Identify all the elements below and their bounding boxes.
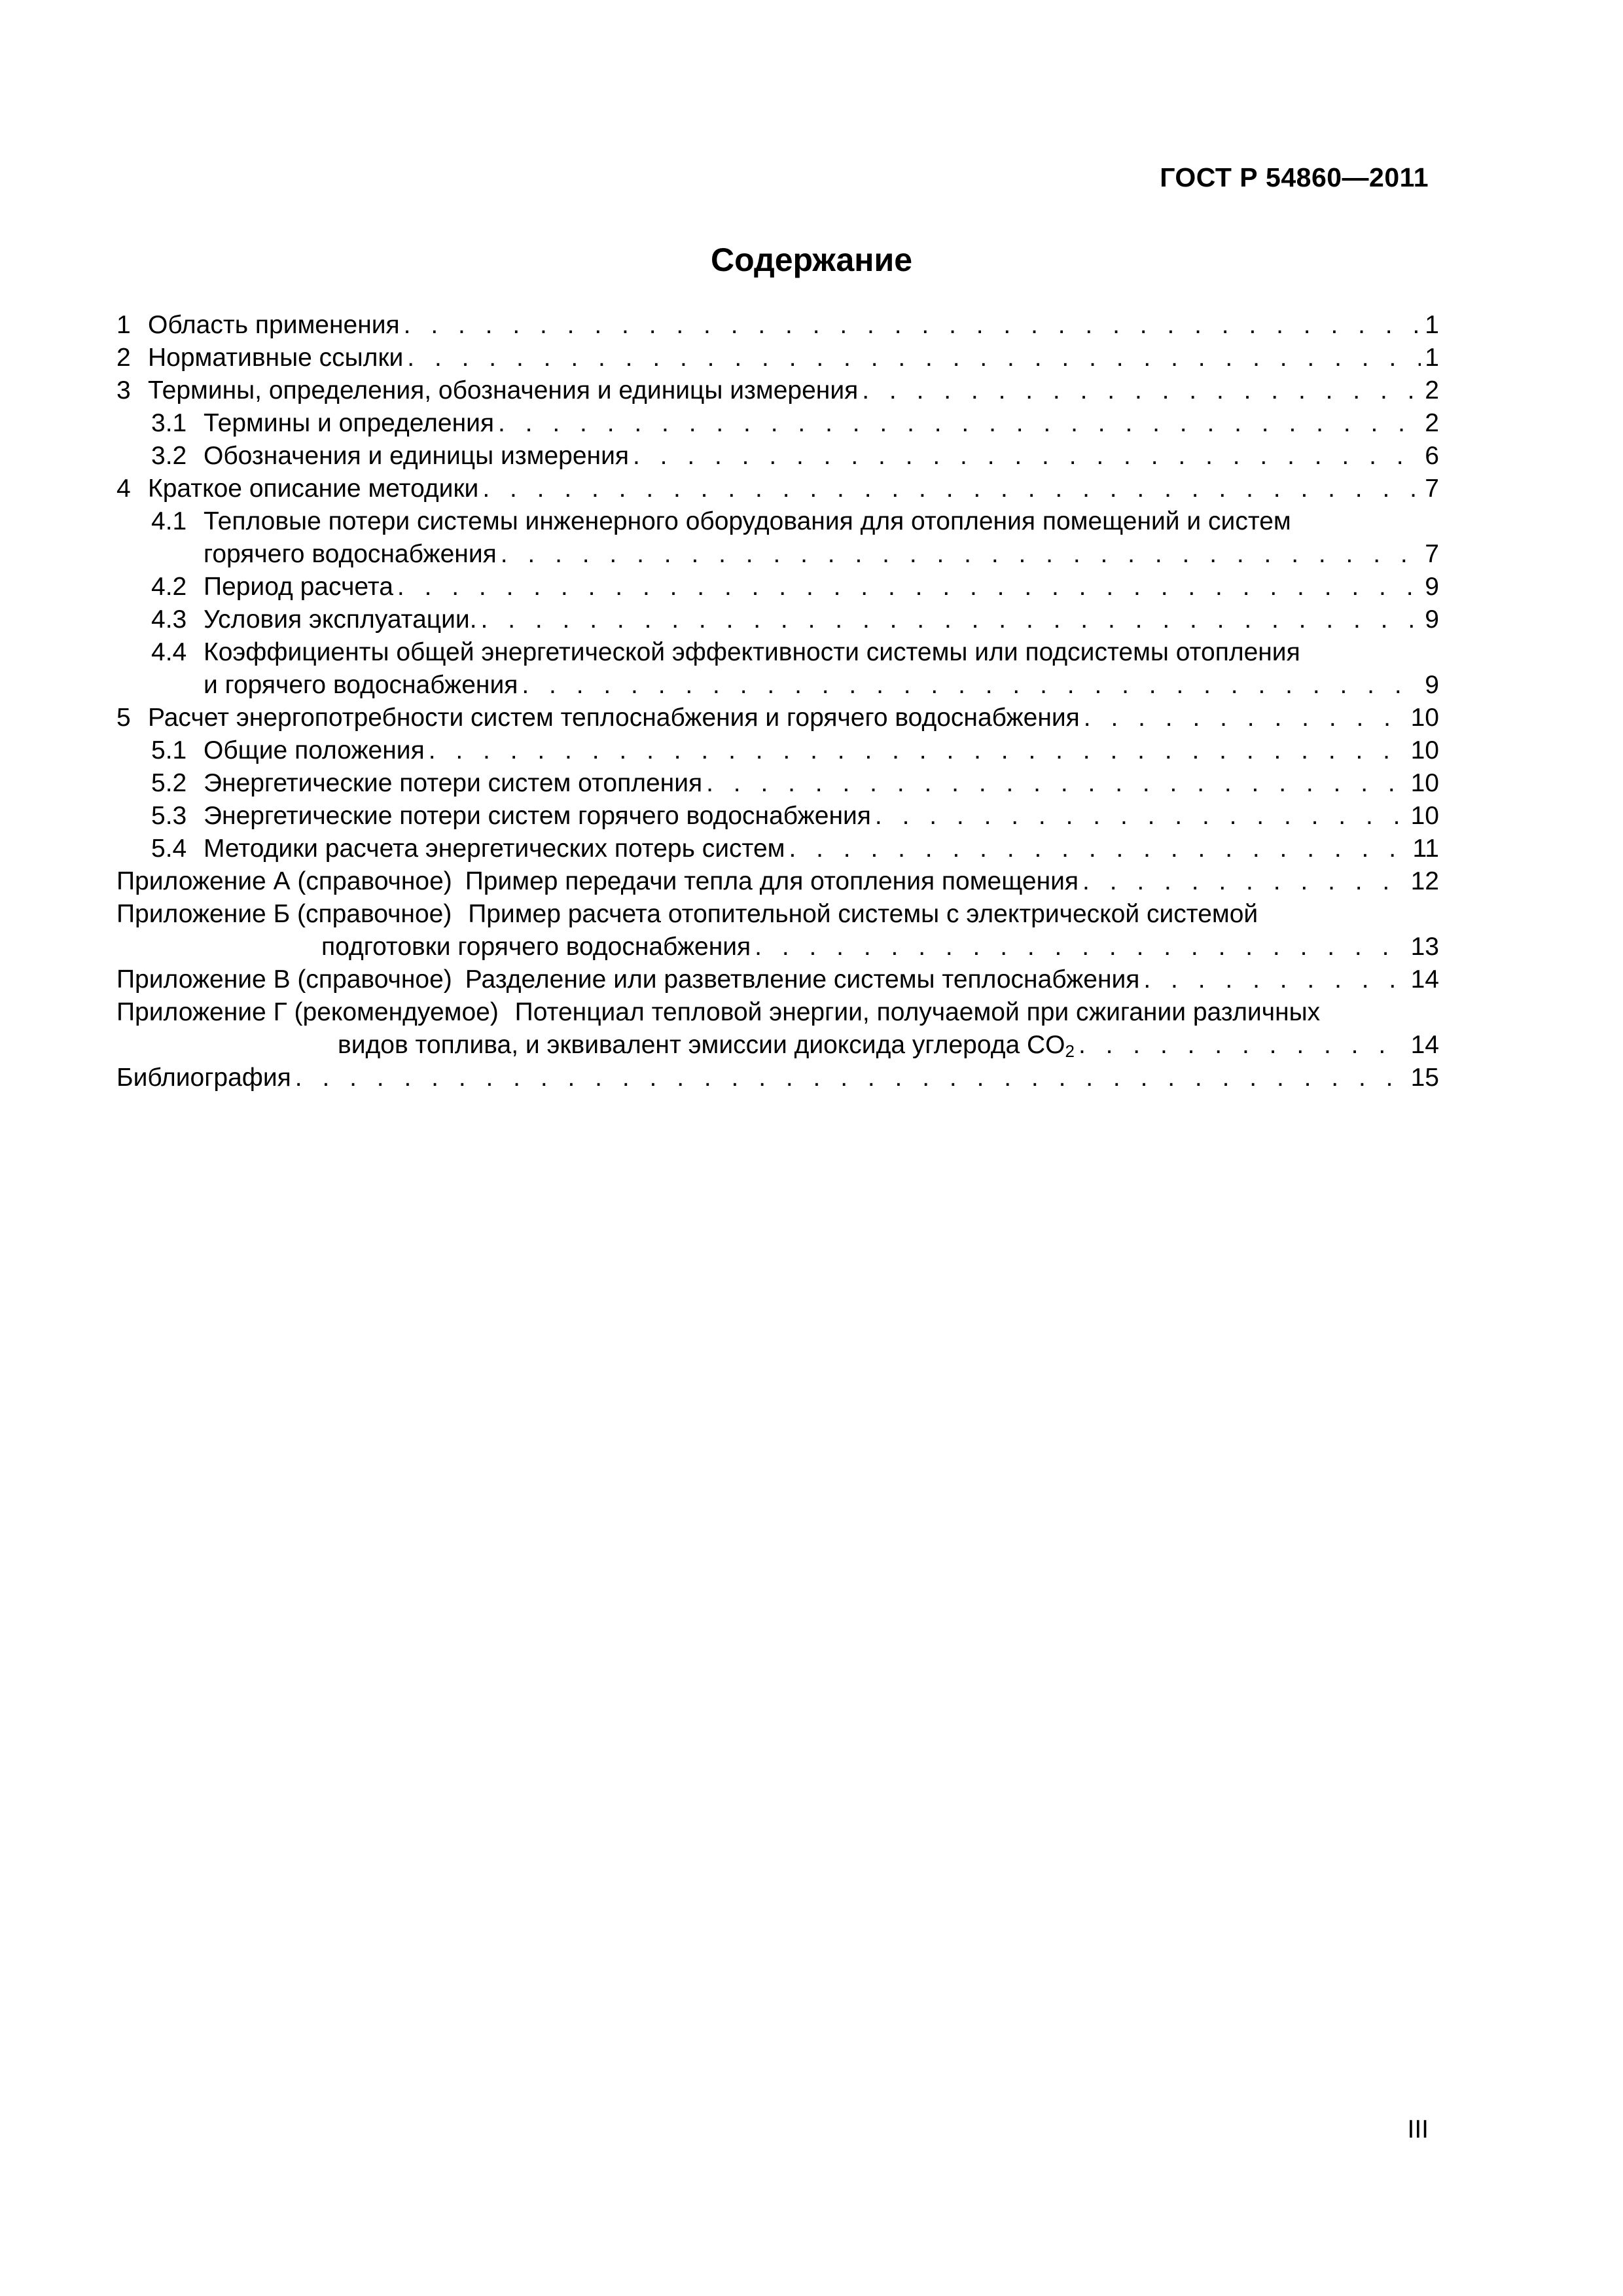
toc-entry-1[interactable] xyxy=(116,309,1439,342)
toc-entry-4-1-line1[interactable] xyxy=(116,505,1439,538)
toc-entry-number: 4.2 xyxy=(151,573,187,601)
toc-entry-number: 5.2 xyxy=(151,769,187,797)
toc-entry-page: 9 xyxy=(1425,573,1439,601)
dot-leader xyxy=(397,571,1421,603)
toc-entry-page: 10 xyxy=(1410,802,1439,830)
toc-entry-title-cont xyxy=(338,1029,1075,1062)
dot-leader xyxy=(482,473,1421,505)
toc-entry-title: Коэффициенты общей энергетической эффективности системы или подсистемы отопления xyxy=(204,638,1300,666)
toc-entry-title: Термины, определения, обозначения и единицы измерения xyxy=(148,376,859,404)
toc-entry-title-text: видов топлива, и эквивалент эмиссии диоксида углерода CO xyxy=(338,1031,1065,1059)
toc-entry-appendix-g-line2[interactable] xyxy=(116,1029,1439,1062)
toc-entry-appendix-b-line1[interactable] xyxy=(116,898,1439,931)
toc-entry-page: 14 xyxy=(1410,965,1439,994)
dot-leader xyxy=(706,767,1406,800)
toc-entry-title: Энергетические потери систем отопления xyxy=(204,769,703,797)
dot-leader xyxy=(429,734,1407,767)
toc-entry-4-4-line1[interactable] xyxy=(116,636,1439,669)
toc-entry-5-3[interactable] xyxy=(116,800,1439,833)
toc-entry-4-1-line2[interactable] xyxy=(116,538,1439,571)
toc-entry-title: Обозначения и единицы измерения xyxy=(204,442,629,470)
dot-leader xyxy=(1084,702,1407,734)
dot-leader xyxy=(1082,865,1407,898)
toc-entry-5[interactable] xyxy=(116,702,1439,734)
toc-entry-title: Расчет энергопотребности систем теплоснабжения и горячего водоснабжения xyxy=(148,704,1080,732)
toc-entry-page: 11 xyxy=(1412,834,1439,863)
appendix-prefix: Приложение В (справочное) xyxy=(116,965,452,994)
toc-entry-title: Потенциал тепловой энергии, получаемой при сжигании различных xyxy=(514,998,1321,1026)
toc-entry-number: 1 xyxy=(116,311,131,339)
dot-leader xyxy=(501,538,1421,571)
toc-entry-title: Общие положения xyxy=(204,736,425,764)
toc-entry-page: 6 xyxy=(1425,442,1439,470)
dot-leader xyxy=(755,931,1406,963)
dot-leader xyxy=(633,440,1421,473)
appendix-prefix: Приложение А (справочное) xyxy=(116,867,452,895)
toc-entry-title: Энергетические потери систем горячего водоснабжения xyxy=(204,802,871,830)
dot-leader xyxy=(875,800,1407,833)
toc-entry-page: 10 xyxy=(1410,704,1439,732)
toc-entry-title-cont: подготовки горячего водоснабжения xyxy=(321,933,751,961)
toc-entry-page: 7 xyxy=(1425,540,1439,568)
toc-entry-title: Термины и определения xyxy=(204,409,495,437)
toc-entry-number: 3.1 xyxy=(151,409,187,437)
toc-entry-3-1[interactable] xyxy=(116,407,1439,440)
dot-leader xyxy=(789,833,1408,865)
toc-entry-title: Пример передачи тепла для отопления помещения xyxy=(465,867,1079,895)
toc-entry-3-2[interactable] xyxy=(116,440,1439,473)
toc-entry-title: Краткое описание методики xyxy=(148,475,479,503)
dot-leader xyxy=(481,603,1421,636)
dot-leader xyxy=(295,1062,1407,1094)
toc-entry-appendix-b-line2[interactable] xyxy=(116,931,1439,963)
dot-leader xyxy=(1143,963,1406,996)
toc-entry-title-cont: горячего водоснабжения xyxy=(204,540,497,568)
dot-leader xyxy=(498,407,1421,440)
subscript-2: 2 xyxy=(1065,1041,1075,1061)
toc-entry-number: 5 xyxy=(116,704,131,732)
toc-entry-page: 10 xyxy=(1410,736,1439,764)
toc-entry-title: Библиография xyxy=(116,1064,291,1092)
toc-entry-number: 4.3 xyxy=(151,605,187,634)
document-id: ГОСТ Р 54860—2011 xyxy=(1160,162,1429,192)
toc-entry-page: 15 xyxy=(1410,1064,1439,1092)
toc-entry-page: 10 xyxy=(1410,769,1439,797)
toc-entry-title-cont: и горячего водоснабжения xyxy=(204,671,518,699)
toc-entry-5-2[interactable] xyxy=(116,767,1439,800)
dot-leader xyxy=(407,342,1421,374)
page-number: III xyxy=(1407,2115,1429,2144)
toc-entry-number: 2 xyxy=(116,344,131,372)
toc-entry-5-4[interactable] xyxy=(116,833,1439,865)
toc-entry-appendix-v[interactable] xyxy=(116,963,1439,996)
toc-entry-number: 4.4 xyxy=(151,638,187,666)
toc-entry-page: 9 xyxy=(1425,671,1439,699)
toc-entry-4[interactable] xyxy=(116,473,1439,505)
toc-entry-2[interactable] xyxy=(116,342,1439,374)
toc-entry-page: 2 xyxy=(1425,376,1439,404)
toc-entry-title: Условия эксплуатации. xyxy=(204,605,477,634)
toc-entry-bibliography[interactable] xyxy=(116,1062,1439,1094)
dot-leader xyxy=(522,669,1421,702)
dot-leader xyxy=(862,374,1421,407)
toc-entry-4-2[interactable] xyxy=(116,571,1439,603)
toc-entry-number: 5.1 xyxy=(151,736,187,764)
toc-entry-page: 13 xyxy=(1410,933,1439,961)
toc-entry-title: Методики расчета энергетических потерь систем xyxy=(204,834,785,863)
toc-entry-4-3[interactable] xyxy=(116,603,1439,636)
toc-entry-number: 4 xyxy=(116,475,131,503)
toc-entry-appendix-g-line1[interactable] xyxy=(116,996,1439,1029)
toc-entry-page: 1 xyxy=(1425,344,1439,372)
toc-entry-title: Тепловые потери системы инженерного оборудования для отопления помещений и систем xyxy=(204,507,1291,535)
toc-entry-appendix-a[interactable] xyxy=(116,865,1439,898)
toc-entry-5-1[interactable] xyxy=(116,734,1439,767)
appendix-prefix: Приложение Б (справочное) xyxy=(116,900,452,928)
toc-entry-page: 12 xyxy=(1410,867,1439,895)
toc-entry-title: Нормативные ссылки xyxy=(148,344,404,372)
toc-entry-number: 5.3 xyxy=(151,802,187,830)
toc-entry-page: 14 xyxy=(1410,1031,1439,1059)
toc-entry-3[interactable] xyxy=(116,374,1439,407)
toc-title: Содержание xyxy=(710,242,913,278)
toc-entry-page: 7 xyxy=(1425,475,1439,503)
toc-entry-page: 1 xyxy=(1425,311,1439,339)
toc-entry-number: 3 xyxy=(116,376,131,404)
toc-entry-title: Область применения xyxy=(148,311,400,339)
toc-entry-number: 3.2 xyxy=(151,442,187,470)
table-of-contents xyxy=(116,309,1439,1094)
toc-entry-page: 2 xyxy=(1425,409,1439,437)
toc-entry-title: Пример расчета отопительной системы с электрической системой xyxy=(468,900,1258,928)
toc-entry-title: Разделение или разветвление системы теплоснабжения xyxy=(465,965,1140,994)
toc-entry-title: Период расчета xyxy=(204,573,393,601)
toc-entry-page: 9 xyxy=(1425,605,1439,634)
dot-leader xyxy=(1079,1029,1407,1062)
toc-entry-number: 4.1 xyxy=(151,507,187,535)
dot-leader xyxy=(404,309,1421,342)
toc-entry-number: 5.4 xyxy=(151,834,187,863)
toc-entry-4-4-line2[interactable] xyxy=(116,669,1439,702)
appendix-prefix: Приложение Г (рекомендуемое) xyxy=(116,998,499,1026)
